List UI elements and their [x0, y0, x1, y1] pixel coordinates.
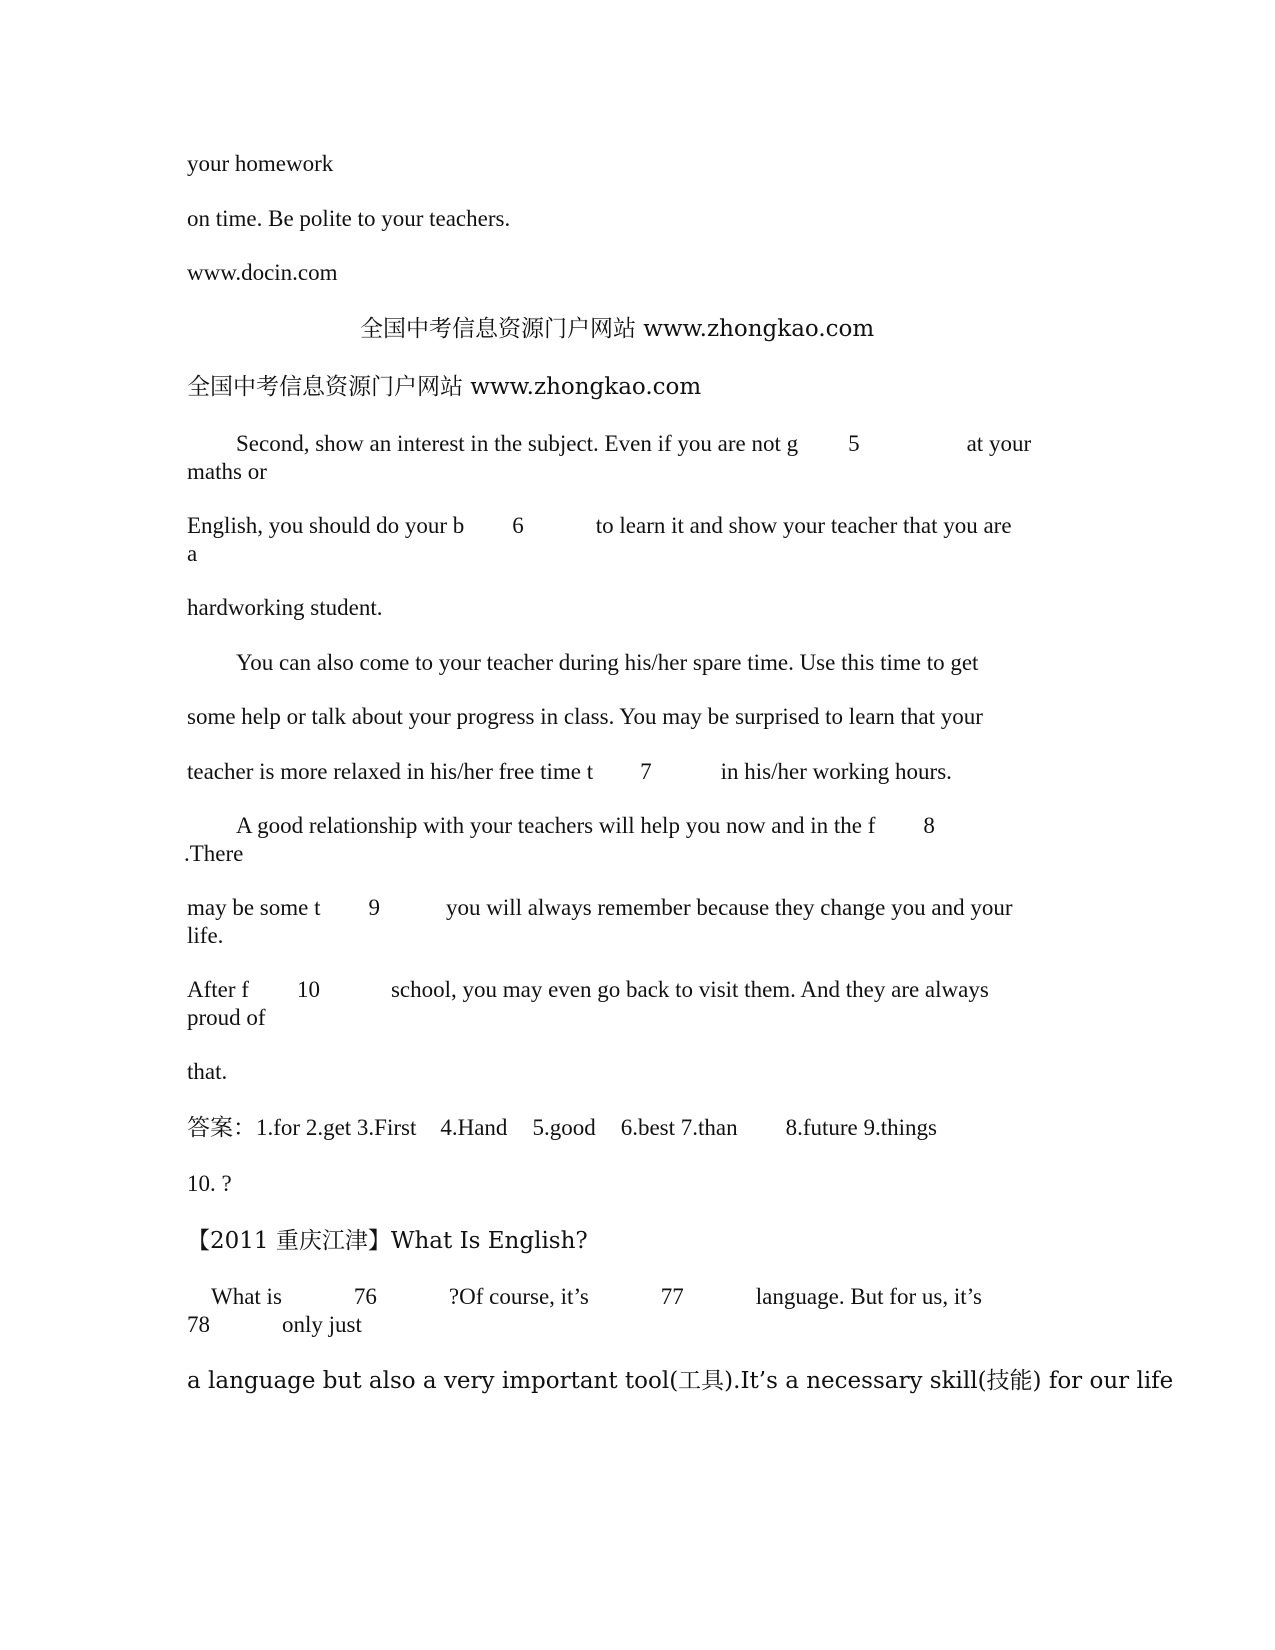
blank-number: 78	[187, 1312, 210, 1337]
text-line: a language but also a very important tool(工具).It’s a necessary skill(技能) for our life	[187, 1368, 1174, 1394]
text-line: .There	[184, 841, 244, 866]
site-header: 全国中考信息资源门户网站 www.zhongkao.com	[187, 374, 702, 400]
answer-text: 1.for 2.get 3.First	[256, 1115, 417, 1140]
paragraph-line	[187, 812, 1087, 840]
text-line: maths or	[187, 459, 267, 484]
text-line: on time. Be polite to your teachers.	[187, 206, 511, 231]
paragraph-line	[187, 1311, 1087, 1339]
blank-number: 9	[368, 895, 380, 920]
paragraph-line	[187, 512, 1087, 540]
text-line: proud of	[187, 1005, 266, 1030]
blank-number: 6	[512, 513, 524, 538]
text-span: in his/her working hours.	[720, 759, 952, 784]
site-header-centered: 全国中考信息资源门户网站 www.zhongkao.com	[360, 316, 875, 342]
text-span: English, you should do your b	[187, 513, 465, 538]
paragraph-line: You can also come to your teacher during his/her spare time. Use this time to get	[236, 650, 979, 675]
paragraph-line	[187, 894, 1087, 922]
text-span: teacher is more relaxed in his/her free time t	[187, 759, 594, 784]
text-span: may be some t	[187, 895, 321, 920]
text-line: that.	[187, 1059, 228, 1084]
watermark-url: www.docin.com	[187, 260, 338, 285]
answer-key	[187, 1114, 1087, 1142]
blank-number: 5	[848, 431, 860, 456]
blank-number: 76	[353, 1284, 377, 1309]
blank-number: 7	[640, 759, 652, 784]
answer-text: 5.good	[532, 1115, 596, 1140]
blank-number: 8	[923, 813, 935, 838]
text-span: only just	[282, 1312, 362, 1337]
answer-text: 4.Hand	[440, 1115, 508, 1140]
text-span: school, you may even go back to visit them. And they are always	[390, 977, 989, 1002]
text-span: to learn it and show your teacher that you are	[595, 513, 1012, 538]
text-span: A good relationship with your teachers will help you now and in the f	[236, 813, 876, 838]
paragraph-line	[187, 1283, 1087, 1311]
answer-text: 6.best 7.than	[620, 1115, 738, 1140]
paragraph-line	[187, 976, 1087, 1004]
text-span: language. But for us, it’s	[755, 1284, 982, 1309]
blank-number: 77	[660, 1284, 684, 1309]
text-line: your homework	[187, 151, 334, 176]
text-span: at your	[966, 431, 1032, 456]
text-line: life.	[187, 923, 224, 948]
text-span: Second, show an interest in the subject. Even if you are not g	[236, 431, 799, 456]
text-line: a	[187, 541, 198, 566]
paragraph-line	[187, 430, 1087, 458]
text-line: 10. ?	[187, 1171, 232, 1196]
text-span: you will always remember because they change you and your	[446, 895, 1013, 920]
text-line: some help or talk about your progress in class. You may be surprised to learn that your	[187, 704, 983, 729]
blank-number: 10	[296, 977, 320, 1002]
answer-text: 8.future 9.things	[785, 1115, 937, 1140]
answer-label: 答案：	[187, 1115, 256, 1141]
text-span: What is	[211, 1284, 282, 1309]
text-line: hardworking student.	[187, 595, 383, 620]
text-span: ?Of course, it’s	[448, 1284, 589, 1309]
text-span: After f	[187, 977, 249, 1002]
section-heading: 【2011 重庆江津】What Is English?	[187, 1228, 588, 1254]
paragraph-line	[187, 758, 1087, 786]
